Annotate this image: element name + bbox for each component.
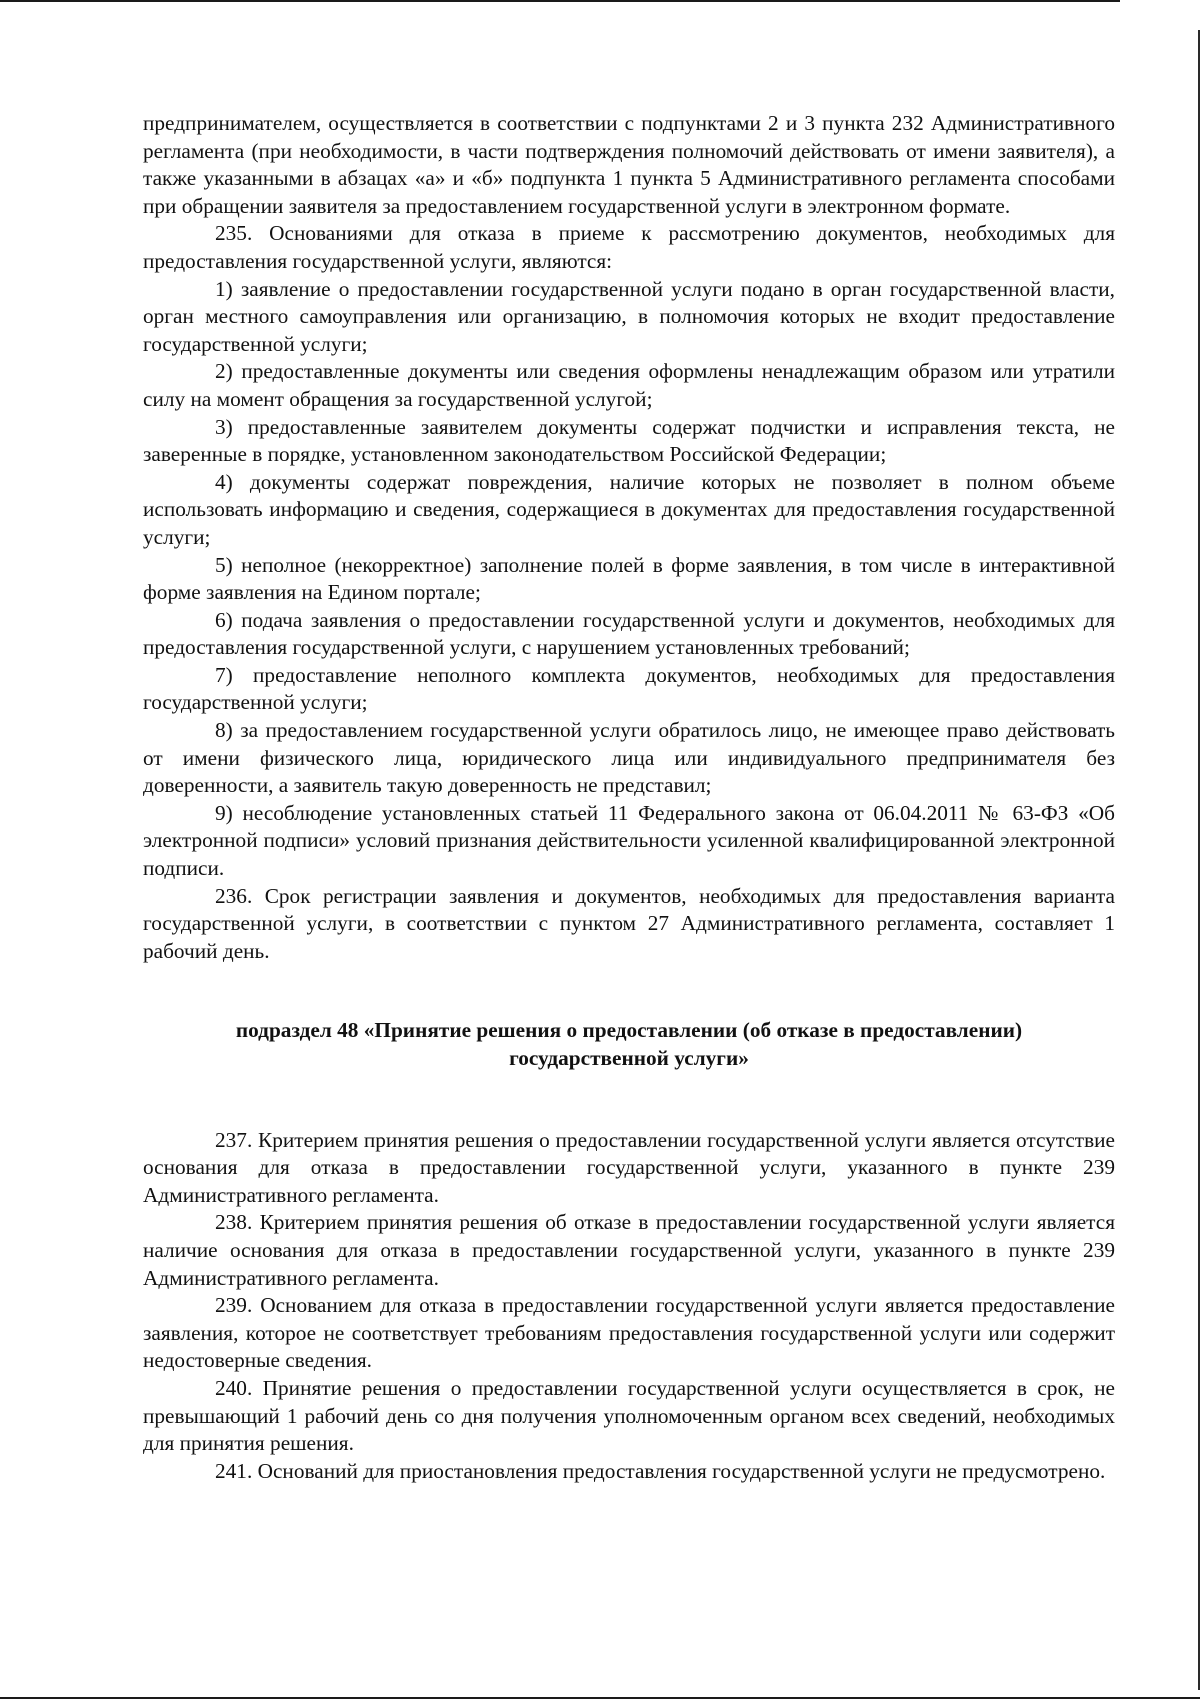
paragraph-241: 241. Оснований для приостановления предоставления государственной услуги не предусмотрено. bbox=[215, 1458, 1106, 1483]
paragraph-235-item-8: 8) за предоставлением государственной услуги обратилось лицо, не имеющее право действовать от имени физического лица, юридического лица или индивидуального предпринимателя без доверенности, а заявитель такую доверенность не представил; bbox=[143, 718, 1115, 798]
paragraph-235-item-3: 3) предоставленные заявителем документы содержат подчистки и исправления текста, не заверенные в порядке, установленном законодательством Российской Федерации; bbox=[143, 414, 1115, 467]
section-title-line-1: подраздел 48 «Принятие решения о предоставлении (об отказе в предоставлении) bbox=[235, 1018, 1023, 1043]
paragraph-240: 240. Принятие решения о предоставлении государственной услуги осуществляется в срок, не превышающий 1 рабочий день со дня получения уполномоченным органом всех сведений, необходимых для принятия решения. bbox=[143, 1375, 1115, 1456]
scan-edge-top bbox=[0, 0, 1120, 2]
paragraph-235-item-1: 1) заявление о предоставлении государственной услуги подано в орган государственной власти, орган местного самоуправления или организацию, в полномочия которых не входит предоставление государственной услуги; bbox=[143, 276, 1115, 356]
paragraph-continuation: предпринимателем, осуществляется в соответствии с подпунктами 2 и 3 пункта 232 Административного регламента (при необходимости, в части подтверждения полномочий действовать от имени заявителя), а также указанными в абзацах «а» и «б» подпункта 1 пункта 5 Административного регламента способами при обращении заявителя за предоставлением государственной услуги в электронном формате. bbox=[143, 111, 1115, 218]
paragraph-237: 237. Критерием принятия решения о предоставлении государственной услуги является отсутствие основания для отказа в предоставлении государственной услуги, указанного в пункте 239 Административного регламента. bbox=[143, 1127, 1115, 1207]
paragraph-236: 236. Срок регистрации заявления и документов, необходимых для предоставления варианта государственной услуги, в соответствии с пунктом 27 Административного регламента, составляет 1 рабочий день. bbox=[143, 883, 1115, 963]
paragraph-235: 235. Основаниями для отказа в приеме к рассмотрению документов, необходимых для предоставления государственной услуги, являются: bbox=[143, 221, 1115, 273]
paragraph-235-item-5: 5) неполное (некорректное) заполнение полей в форме заявления, в том числе в интерактивной форме заявления на Едином портале; bbox=[143, 552, 1115, 605]
paragraph-235-item-7: 7) предоставление неполного комплекта документов, необходимых для предоставления государственной услуги; bbox=[143, 662, 1115, 715]
section-title-line-2: государственной услуги» bbox=[509, 1046, 749, 1070]
section-title bbox=[143, 1017, 1115, 1072]
paragraph-235-item-4: 4) документы содержат повреждения, наличие которых не позволяет в полном объеме использовать информацию и сведения, содержащиеся в документах для предоставления государственной услуги; bbox=[143, 469, 1115, 549]
document-body bbox=[143, 110, 1115, 1485]
paragraph-235-item-2: 2) предоставленные документы или сведения оформлены ненадлежащим образом или утратили силу на момент обращения за государственной услугой; bbox=[143, 359, 1115, 411]
paragraph-235-item-6: 6) подача заявления о предоставлении государственной услуги и документов, необходимых для предоставления государственной услуги, с нарушением установленных требований; bbox=[143, 607, 1115, 660]
paragraph-235-item-9: 9) несоблюдение установленных статьей 11 Федерального закона от 06.04.2011 № 63-ФЗ «Об электронной подписи» условий признания действительности усиленной квалифицированной электронной подписи. bbox=[143, 800, 1115, 881]
paragraph-239: 239. Основанием для отказа в предоставлении государственной услуги является предоставление заявления, которое не соответствует требованиям предоставления государственной услуги или содержит недостоверные сведения. bbox=[143, 1293, 1115, 1373]
paragraph-238: 238. Критерием принятия решения об отказе в предоставлении государственной услуги является наличие основания для отказа в предоставлении государственной услуги, указанного в пункте 239 Административного регламента. bbox=[143, 1210, 1115, 1290]
